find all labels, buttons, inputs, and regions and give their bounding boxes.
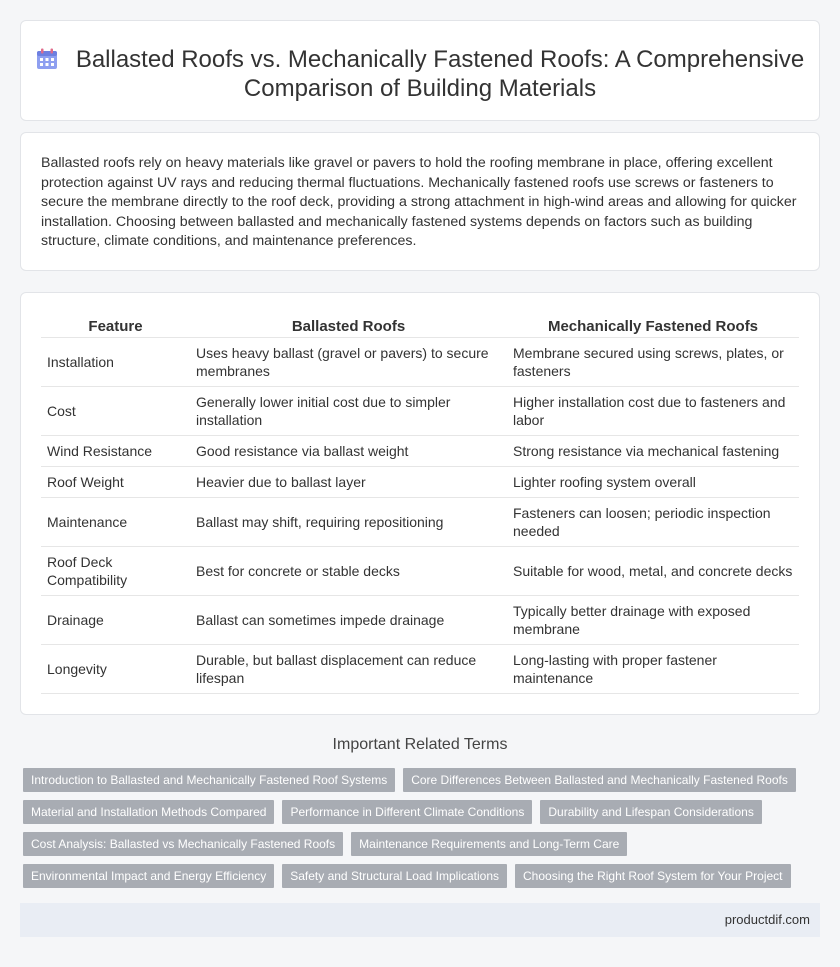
column-header: Ballasted Roofs — [190, 315, 507, 338]
column-header: Feature — [41, 315, 190, 338]
table-cell: Cost — [41, 387, 190, 436]
related-term-tag[interactable]: Durability and Lifespan Considerations — [540, 800, 761, 824]
table-cell: Drainage — [41, 596, 190, 645]
table-cell: Best for concrete or stable decks — [190, 547, 507, 596]
page-title — [21, 21, 819, 103]
table-cell: Membrane secured using screws, plates, or fasteners — [507, 338, 799, 387]
related-term-tag[interactable]: Material and Installation Methods Compared — [23, 800, 274, 824]
table-cell: Ballast may shift, requiring repositioning — [190, 498, 507, 547]
table-row — [41, 467, 799, 498]
page-title-text: Ballasted Roofs vs. Mechanically Fastened Roofs: A Comprehensive Comparison of Building Materials — [75, 46, 805, 102]
table-row — [41, 436, 799, 467]
related-term-tag[interactable]: Cost Analysis: Ballasted vs Mechanically Fastened Roofs — [23, 832, 343, 856]
related-term-tag[interactable]: Performance in Different Climate Conditions — [282, 800, 532, 824]
header-card — [20, 20, 820, 121]
comparison-table — [41, 315, 799, 694]
table-cell: Higher installation cost due to fasteners and labor — [507, 387, 799, 436]
intro-card — [20, 132, 820, 271]
tag-row — [23, 800, 823, 824]
related-terms-title: Important Related Terms — [332, 736, 508, 753]
table-cell: Long-lasting with proper fastener maintenance — [507, 645, 799, 694]
table-cell: Durable, but ballast displacement can reduce lifespan — [190, 645, 507, 694]
table-cell: Maintenance — [41, 498, 190, 547]
tag-row — [23, 768, 823, 792]
table-cell: Ballast can sometimes impede drainage — [190, 596, 507, 645]
related-term-tag[interactable]: Safety and Structural Load Implications — [282, 864, 507, 888]
table-row — [41, 547, 799, 596]
table-cell: Installation — [41, 338, 190, 387]
table-cell: Heavier due to ballast layer — [190, 467, 507, 498]
table-cell: Suitable for wood, metal, and concrete decks — [507, 547, 799, 596]
related-term-tag[interactable]: Environmental Impact and Energy Efficiency — [23, 864, 274, 888]
table-cell: Fasteners can loosen; periodic inspection needed — [507, 498, 799, 547]
related-term-tag[interactable]: Introduction to Ballasted and Mechanically Fastened Roof Systems — [23, 768, 395, 792]
table-row — [41, 338, 799, 387]
table-header-row — [41, 315, 799, 338]
site-name[interactable]: productdif.com — [724, 912, 810, 927]
table-cell: Roof Deck Compatibility — [41, 547, 190, 596]
table-row — [41, 645, 799, 694]
tag-row — [23, 864, 823, 888]
related-terms-list — [23, 768, 823, 896]
table-row — [41, 387, 799, 436]
column-header: Mechanically Fastened Roofs — [507, 315, 799, 338]
intro-paragraph: Ballasted roofs rely on heavy materials like gravel or pavers to hold the roofing membrane in place, offering excellent protection against UV rays and reducing thermal fluctuations. Mechanically fastened roofs use screws or fasteners to secure the membrane directly to the roof deck, providing a strong attachment in high-wind areas and allowing for quicker installation. Choosing between ballasted and mechanically fastened systems depends on factors such as building structure, climate conditions, and maintenance preferences. — [41, 155, 797, 250]
table-cell: Uses heavy ballast (gravel or pavers) to secure membranes — [190, 338, 507, 387]
table-cell: Longevity — [41, 645, 190, 694]
table-row — [41, 498, 799, 547]
table-row — [41, 596, 799, 645]
table-cell: Roof Weight — [41, 467, 190, 498]
related-term-tag[interactable]: Maintenance Requirements and Long-Term Care — [351, 832, 627, 856]
table-cell: Generally lower initial cost due to simpler installation — [190, 387, 507, 436]
related-term-tag[interactable]: Core Differences Between Ballasted and Mechanically Fastened Roofs — [403, 768, 796, 792]
calendar-icon — [36, 48, 58, 70]
related-term-tag[interactable]: Choosing the Right Roof System for Your Project — [515, 864, 790, 888]
comparison-table-card — [20, 292, 820, 715]
table-cell: Typically better drainage with exposed membrane — [507, 596, 799, 645]
table-cell: Good resistance via ballast weight — [190, 436, 507, 467]
table-cell: Lighter roofing system overall — [507, 467, 799, 498]
tag-row — [23, 832, 823, 856]
footer — [20, 903, 820, 937]
table-cell: Wind Resistance — [41, 436, 190, 467]
table-cell: Strong resistance via mechanical fastening — [507, 436, 799, 467]
